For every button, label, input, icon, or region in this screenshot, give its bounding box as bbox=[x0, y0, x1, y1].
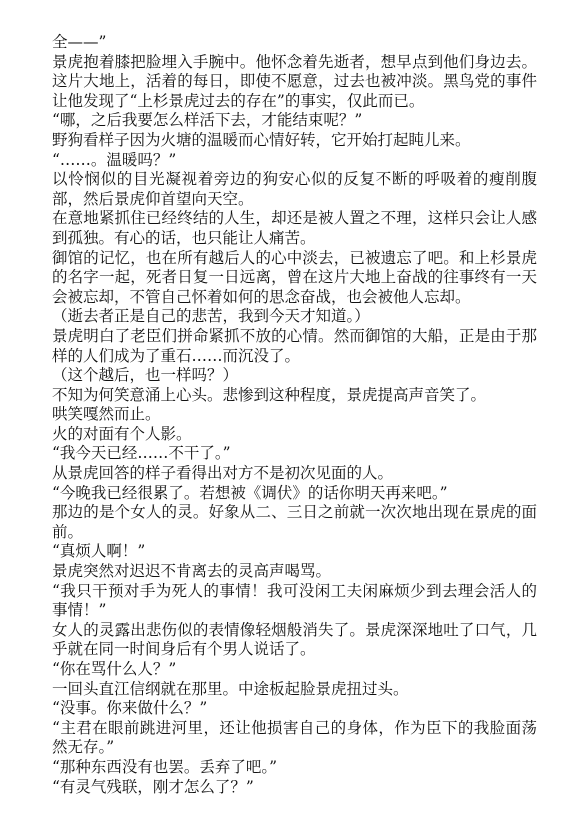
document-page bbox=[52, 33, 537, 797]
paragraph-13: 哄笑嘎然而止。 bbox=[52, 405, 161, 424]
paragraph-27: “那种东西没有也罢。丢弃了吧。” bbox=[52, 757, 278, 776]
paragraph-12: 不知为何笑意涌上心头。悲惨到这种程度，景虎提高声音笑了。 bbox=[52, 385, 487, 404]
paragraph-28: “有灵气残联，刚才怎么了？” bbox=[52, 777, 254, 796]
paragraph-14: 火的对面有个人影。 bbox=[52, 424, 192, 443]
paragraph-18: 那边的是个女人的灵。好象从二、三日之前就一次次地出现在景虎的面前。 bbox=[52, 503, 537, 541]
paragraph-23: “你在骂什么人？” bbox=[52, 660, 177, 678]
paragraph-16: 从景虎回答的样子看得出对方不是初次见面的人。 bbox=[52, 464, 394, 483]
paragraph-21: “我只干预对手为死人的事情！我可没闲工夫闲麻烦少到去理会活人的事情！” bbox=[52, 581, 537, 620]
paragraph-2: 景虎抱着膝把脸埋入手腕中。他怀念着先逝者，想早点到他们身边去。这片大地上，活着的每日，即使不愿意，过去也被冲淡。黑鸟党的事件让他发现了“上杉景虎过去的存在”的事实，仅此而已。 bbox=[52, 52, 537, 110]
paragraph-9: （逝去者正是自己的悲苦，我到今天才知道。） bbox=[52, 307, 370, 326]
paragraph-8: 御馆的记忆，也在所有越后人的心中淡去，已被遗忘了吧。和上杉景虎的名字一起，死者日复一日远离，曾在这片大地上奋战的往事终有一天会被忘却，不管自己怀着如何的思念奋战，也会被他人忘却。 bbox=[52, 248, 537, 306]
paragraph-5: “……。温暖吗？” bbox=[52, 150, 177, 169]
paragraph-7: 在意地紧抓住已经终结的人生，却还是被人置之不理，这样只会让人感到孤独。有心的话，也只能让人痛苦。 bbox=[52, 209, 537, 247]
paragraph-3: “哪，之后我要怎么样活下去，才能结束呢？” bbox=[52, 111, 363, 130]
paragraph-20: 景虎突然对迟迟不肯离去的灵高声喝骂。 bbox=[52, 562, 332, 581]
paragraph-11: （这个越后，也一样吗？） bbox=[52, 366, 239, 385]
paragraph-22: 女人的灵露出悲伤似的表情像轻烟般消失了。景虎深深地吐了口气，几乎就在同一时间身后有个男人说话了。 bbox=[52, 620, 537, 659]
paragraph-25: “没事。你来做什么？” bbox=[52, 699, 208, 718]
paragraph-1: 全——” bbox=[52, 33, 107, 51]
paragraph-15: “我今天已经……不干了。” bbox=[52, 444, 231, 463]
paragraph-26: “主君在眼前跳进河里，还让他损害自己的身体，作为臣下的我脸面荡然无存。” bbox=[52, 718, 537, 757]
paragraph-4: 野狗看样子因为火塘的温暖而心情好转，它开始打起盹儿来。 bbox=[52, 130, 471, 149]
paragraph-6: 以怜悯似的目光凝视着旁边的狗安心似的反复不断的呼吸着的瘦削腹部，然后景虎仰首望向天空。 bbox=[52, 170, 537, 208]
paragraph-19: “真烦人啊！” bbox=[52, 542, 146, 561]
paragraph-17: “今晚我已经很累了。若想被《调伏》的话你明天再来吧。” bbox=[52, 483, 448, 502]
paragraph-24: 一回头直江信纲就在那里。中途板起脸景虎扭过头。 bbox=[52, 679, 409, 698]
paragraph-10: 景虎明白了老臣们拼命紧抓不放的心情。然而御馆的大船，正是由于那样的人们成为了重石……而沉没了。 bbox=[52, 326, 537, 365]
